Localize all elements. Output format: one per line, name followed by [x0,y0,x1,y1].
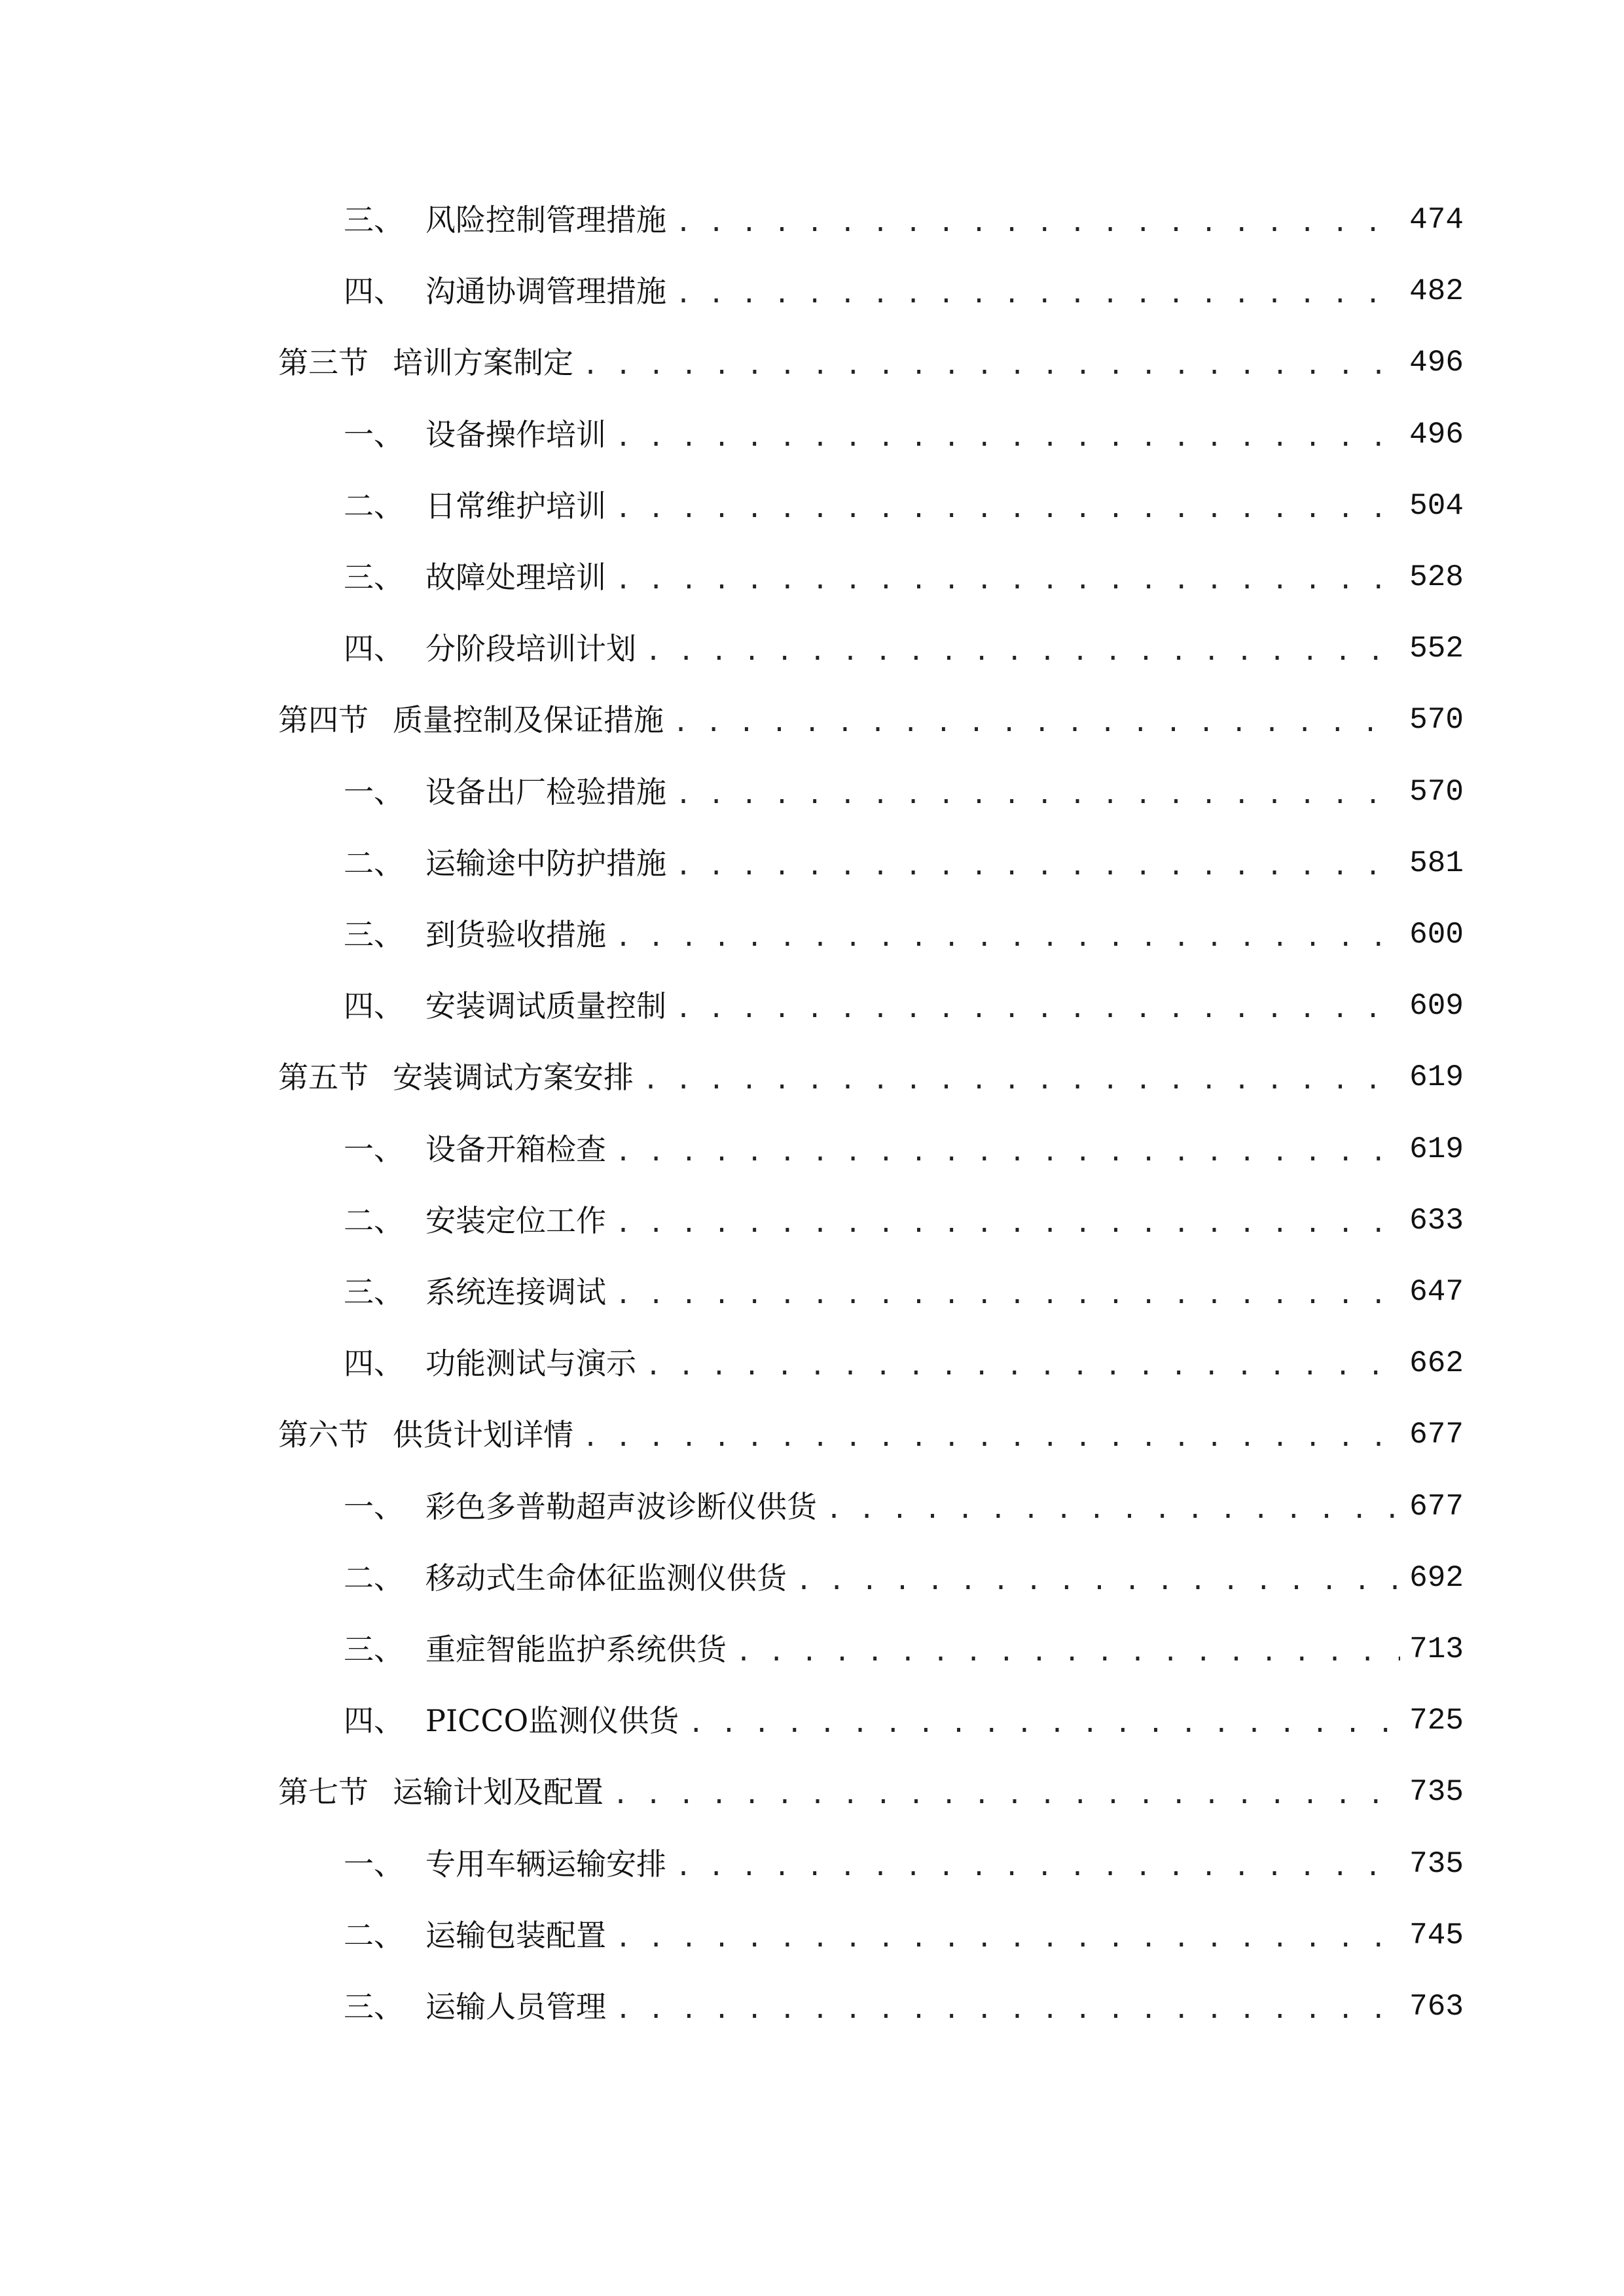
toc-entry-page: 600 [1409,918,1464,952]
toc-entry-page: 474 [1409,203,1464,237]
toc-entry-number: 三、 [344,560,404,595]
toc-entry-page: 725 [1409,1704,1464,1738]
dot-leader [615,1909,1400,1962]
toc-entry-title: 功能测试与演示 [425,1346,636,1381]
toc-entry-title: 运输包装配置 [425,1918,606,1953]
toc-entry-number: 二、 [344,1560,404,1596]
toc-entry[interactable] [344,980,1464,1032]
toc-entry[interactable] [344,1981,1464,2033]
dot-leader [676,766,1400,818]
toc-entry[interactable] [344,1838,1464,1890]
dot-leader [643,1051,1400,1103]
dot-leader [676,980,1400,1032]
toc-entry-page: 633 [1409,1204,1464,1238]
toc-entry-title: 质量控制及保证措施 [393,702,664,738]
toc-entry-title: 运输途中防护措施 [425,846,666,881]
toc-entry[interactable] [344,622,1464,675]
toc-entry-number: 第三节 [278,345,369,380]
toc-entry-number: 四、 [344,631,404,666]
toc-section-entry[interactable] [278,1766,1464,1818]
dot-leader [676,1838,1400,1890]
toc-entry-title: 专用车辆运输安排 [425,1846,666,1882]
dot-leader [688,1695,1400,1747]
toc-entry-number: 二、 [344,1918,404,1953]
dot-leader [583,336,1400,389]
toc-entry-number: 三、 [344,917,404,952]
toc-entry-page: 735 [1409,1775,1464,1809]
toc-entry[interactable] [344,408,1464,461]
toc-entry-page: 677 [1409,1490,1464,1524]
toc-entry-title: 故障处理培训 [425,560,606,595]
toc-entry-page: 763 [1409,1990,1464,2024]
toc-entry[interactable] [344,1123,1464,1175]
toc-entry-number: 四、 [344,274,404,309]
dot-leader [615,908,1400,961]
toc-entry-number: 第五节 [278,1060,369,1095]
toc-entry[interactable] [344,1909,1464,1962]
toc-entry[interactable] [344,1337,1464,1390]
toc-entry-page: 619 [1409,1132,1464,1166]
toc-entry-number: 第四节 [278,702,369,738]
toc-entry-title: 安装定位工作 [425,1203,606,1238]
toc-entry-page: 662 [1409,1346,1464,1380]
toc-entry-title: 分阶段培训计划 [425,631,636,666]
toc-entry-number: 一、 [344,1846,404,1882]
dot-leader [676,194,1400,246]
toc-entry-title: 系统连接调试 [425,1274,606,1310]
toc-entry-title: 安装调试方案安排 [393,1060,634,1095]
toc-entry-page: 570 [1409,703,1464,737]
toc-entry[interactable] [344,1623,1464,1676]
dot-leader [615,1981,1400,2033]
toc-entry-title: 风险控制管理措施 [425,202,666,238]
toc-entry-page: 496 [1409,418,1464,452]
dot-leader [615,1266,1400,1318]
toc-entry[interactable] [344,837,1464,889]
toc-entry[interactable] [344,1266,1464,1318]
toc-entry-number: 第七节 [278,1774,369,1810]
toc-entry-page: 528 [1409,560,1464,594]
toc-entry-title: 培训方案制定 [393,345,573,380]
toc-entry-page: 552 [1409,632,1464,666]
toc-section-entry[interactable] [278,694,1464,746]
toc-entry-title: 设备开箱检查 [425,1132,606,1167]
toc-entry-page: 713 [1409,1632,1464,1666]
toc-entry-number: 三、 [344,202,404,238]
toc-entry-page: 735 [1409,1847,1464,1881]
toc-entry-number: 三、 [344,1632,404,1667]
toc-entry-title: 供货计划详情 [393,1417,573,1452]
toc-entry-title: 日常维护培训 [425,488,606,524]
toc-entry[interactable] [344,1695,1464,1747]
dot-leader [826,1480,1400,1533]
toc-entry-title: 沟通协调管理措施 [425,274,666,309]
toc-entry-page: 677 [1409,1418,1464,1452]
dot-leader [615,1123,1400,1175]
dot-leader [615,1194,1400,1247]
toc-entry[interactable] [344,1552,1464,1604]
toc-entry-page: 619 [1409,1060,1464,1094]
toc-entry-page: 504 [1409,489,1464,523]
toc-entry-page: 581 [1409,846,1464,880]
toc-entry[interactable] [344,1480,1464,1533]
toc-entry-title: 重症智能监护系统供货 [425,1632,727,1667]
toc-entry-title: 彩色多普勒超声波诊断仪供货 [425,1489,817,1524]
toc-entry-number: 二、 [344,846,404,881]
toc-entry[interactable] [344,194,1464,246]
toc-entry-number: 三、 [344,1274,404,1310]
toc-entry-title: 安装调试质量控制 [425,988,666,1024]
dot-leader [615,408,1400,461]
toc-entry-number: 一、 [344,1489,404,1524]
toc-entry-number: 一、 [344,417,404,452]
toc-entry-page: 570 [1409,775,1464,809]
toc-section-entry[interactable] [278,1051,1464,1103]
toc-entry-title: 移动式生命体征监测仪供货 [425,1560,787,1596]
toc-entry-number: 二、 [344,488,404,524]
toc-entry-number: 四、 [344,988,404,1024]
toc-entry-page: 692 [1409,1561,1464,1595]
toc-entry[interactable] [344,265,1464,317]
toc-entry[interactable] [344,766,1464,818]
toc-entry-page: 647 [1409,1275,1464,1309]
toc-entry-number: 四、 [344,1703,404,1738]
toc-entry-title: 设备操作培训 [425,417,606,452]
toc-section-entry[interactable] [278,336,1464,389]
toc-entry-title: 运输人员管理 [425,1989,606,2024]
dot-leader [645,1337,1400,1390]
toc-entry-page: 496 [1409,346,1464,380]
toc-entry-page: 745 [1409,1918,1464,1952]
dot-leader [796,1552,1400,1604]
toc-entry[interactable] [344,480,1464,532]
toc-entry-page: 609 [1409,989,1464,1023]
toc-section-entry[interactable] [278,1408,1464,1461]
toc-entry[interactable] [344,551,1464,603]
dot-leader [736,1623,1400,1676]
dot-leader [645,622,1400,675]
dot-leader [615,480,1400,532]
toc-entry-title: 运输计划及配置 [393,1774,604,1810]
toc-entry-title: 到货验收措施 [425,917,606,952]
toc-entry-title: 设备出厂检验措施 [425,774,666,810]
toc-entry-number: 一、 [344,774,404,810]
toc-entry-number: 一、 [344,1132,404,1167]
toc-entry[interactable] [344,1194,1464,1247]
toc-entry-number: 三、 [344,1989,404,2024]
toc-entry-number: 四、 [344,1346,404,1381]
dot-leader [673,694,1400,746]
dot-leader [676,265,1400,317]
dot-leader [613,1766,1400,1818]
dot-leader [615,551,1400,603]
toc-entry-title: PICCO监测仪供货 [425,1703,679,1738]
toc-entry-page: 482 [1409,274,1464,308]
toc-entry-number: 二、 [344,1203,404,1238]
toc-entry[interactable] [344,908,1464,961]
dot-leader [676,837,1400,889]
toc-entry-number: 第六节 [278,1417,369,1452]
dot-leader [583,1408,1400,1461]
